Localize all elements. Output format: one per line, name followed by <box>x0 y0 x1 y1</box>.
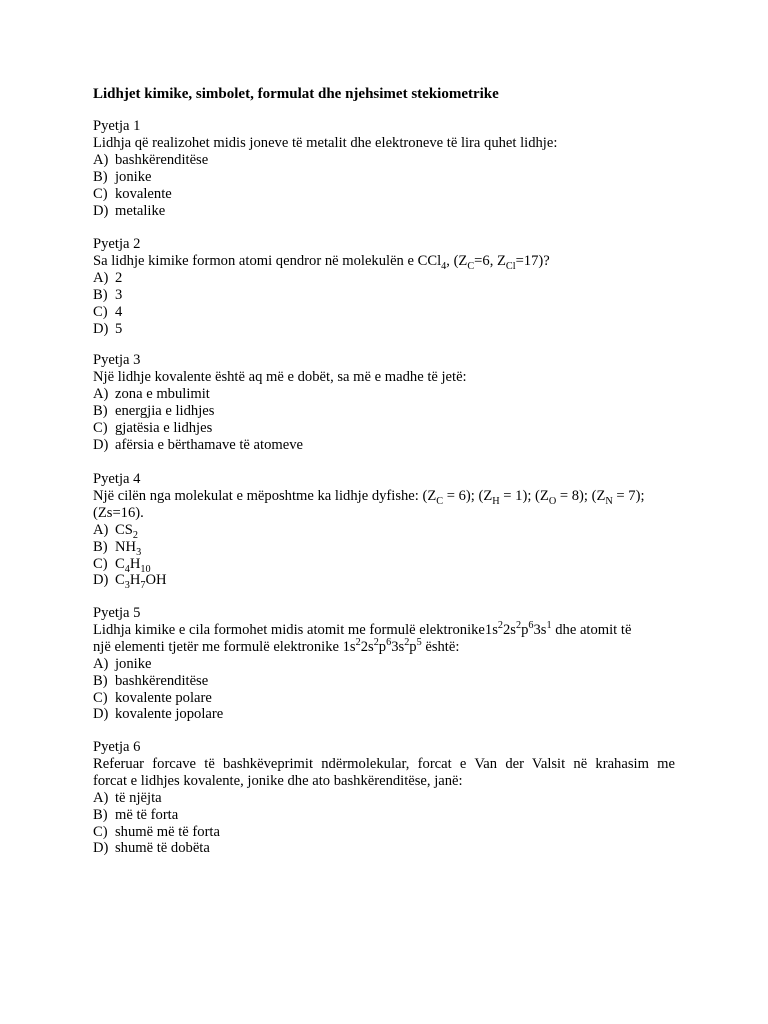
option-a <box>93 386 675 403</box>
option-d <box>93 437 675 454</box>
question-heading: Pyetja 5 <box>93 605 141 621</box>
option-letter: A) <box>93 269 109 286</box>
option-b <box>93 287 675 304</box>
option-letter: B) <box>93 538 108 555</box>
option-letter: C) <box>93 823 108 840</box>
question-3 <box>93 352 675 453</box>
question-text: Një lidhje kovalente është aq më e dobët, sa më e madhe të jetë: <box>93 368 467 385</box>
question-5 <box>93 605 675 723</box>
question-text: Lidhja kimike e cila formohet midis atomit me formulë $elektronike1s^22s^2p^63s^1$ dhe atomit të një elementi tjetër me formulë elektronike $1s^22s^2p^63s^2p^5$ është: <box>93 620 632 655</box>
option-letter: C) <box>93 303 108 320</box>
option-letter: C) <box>93 555 108 572</box>
option-text: bashkërenditëse <box>115 672 209 689</box>
question-text: Referuar forcave të bashkëveprimit ndërmolekular, forcat e Van der Valsit në krahasim me forcat e lidhjes kovalente, jonike dhe ato bashkërenditëse, janë: <box>93 755 675 789</box>
option-c <box>93 556 675 573</box>
option-letter: B) <box>93 286 108 303</box>
option-letter: B) <box>93 672 108 689</box>
option-text: kovalente <box>115 185 172 202</box>
option-d <box>93 321 675 338</box>
option-text: bashkërenditëse <box>115 151 209 168</box>
option-a <box>93 152 675 169</box>
option-text: më të forta <box>115 806 179 823</box>
option-a <box>93 656 675 673</box>
question-1 <box>93 118 675 219</box>
option-text: gjatësia e lidhjes <box>115 419 213 436</box>
option-c <box>93 186 675 203</box>
question-6 <box>93 739 675 857</box>
option-a <box>93 270 675 287</box>
option-text: 4 <box>115 303 123 320</box>
option-letter: A) <box>93 789 109 806</box>
option-text: $C_3H_7OH$ <box>115 572 167 592</box>
option-c <box>93 690 675 707</box>
option-text: $NH_3$ <box>115 538 142 558</box>
option-letter: A) <box>93 521 109 538</box>
question-heading: Pyetja 3 <box>93 352 141 368</box>
document-title: Lidhjet kimike, simbolet, formulat dhe njehsimet stekiometrike <box>93 86 499 102</box>
option-text: shumë të dobëta <box>115 840 210 857</box>
option-b <box>93 169 675 186</box>
question-heading: Pyetja 6 <box>93 739 141 755</box>
option-b <box>93 807 675 824</box>
question-2 <box>93 236 675 337</box>
question-4 <box>93 471 675 592</box>
question-heading: Pyetja 2 <box>93 236 141 252</box>
option-letter: D) <box>93 706 109 723</box>
option-letter: D) <box>93 320 109 337</box>
option-letter: D) <box>93 572 109 589</box>
option-text: shumë më të forta <box>115 823 220 840</box>
option-letter: D) <box>93 840 109 857</box>
option-text: kovalente polare <box>115 689 212 706</box>
option-d <box>93 203 675 220</box>
option-text: $C_4H_{10}$ <box>115 555 151 575</box>
option-text: jonike <box>115 655 152 672</box>
option-d <box>93 706 675 723</box>
question-text: Një cilën nga molekulat e mëposhtme ka lidhje dyfishe: $(Z_C = 6)$; $(Z_H = 1)$; $(Z_O = 8)$; $(Z_N = 7)$; (Zs=16). <box>93 487 645 521</box>
option-text: zona e mbulimit <box>115 385 210 402</box>
option-letter: B) <box>93 168 108 185</box>
option-text: të njëjta <box>115 789 162 806</box>
option-a <box>93 522 675 539</box>
question-heading: Pyetja 4 <box>93 471 141 487</box>
option-c <box>93 420 675 437</box>
option-letter: A) <box>93 385 109 402</box>
question-text: Sa lidhje kimike formon atomi qendror në molekulën e CCl$_4$, ($Z_C=6$, $Z_{Cl}=17$)? <box>93 252 550 272</box>
option-b <box>93 403 675 420</box>
option-d <box>93 572 675 592</box>
option-letter: C) <box>93 185 108 202</box>
option-letter: D) <box>93 436 109 453</box>
question-heading: Pyetja 1 <box>93 118 141 134</box>
question-text: Lidhja që realizohet midis joneve të metalit dhe elektroneve të lira quhet lidhje: <box>93 134 558 151</box>
option-text: jonike <box>115 168 152 185</box>
option-letter: C) <box>93 419 108 436</box>
option-letter: B) <box>93 402 108 419</box>
option-d <box>93 840 675 857</box>
option-letter: D) <box>93 202 109 219</box>
option-letter: C) <box>93 689 108 706</box>
option-text: kovalente jopolare <box>115 706 224 723</box>
option-text: $CS_2$ <box>115 521 138 541</box>
option-letter: A) <box>93 151 109 168</box>
option-text: energjia e lidhjes <box>115 402 215 419</box>
option-text: 3 <box>115 286 123 303</box>
option-text: 5 <box>115 320 123 337</box>
option-text: metalike <box>115 202 166 219</box>
option-text: afërsia e bërthamave të atomeve <box>115 436 303 453</box>
option-letter: B) <box>93 806 108 823</box>
option-letter: A) <box>93 655 109 672</box>
option-c <box>93 824 675 841</box>
option-text: 2 <box>115 269 123 286</box>
option-a <box>93 790 675 807</box>
option-c <box>93 304 675 321</box>
option-b <box>93 673 675 690</box>
option-b <box>93 539 675 556</box>
